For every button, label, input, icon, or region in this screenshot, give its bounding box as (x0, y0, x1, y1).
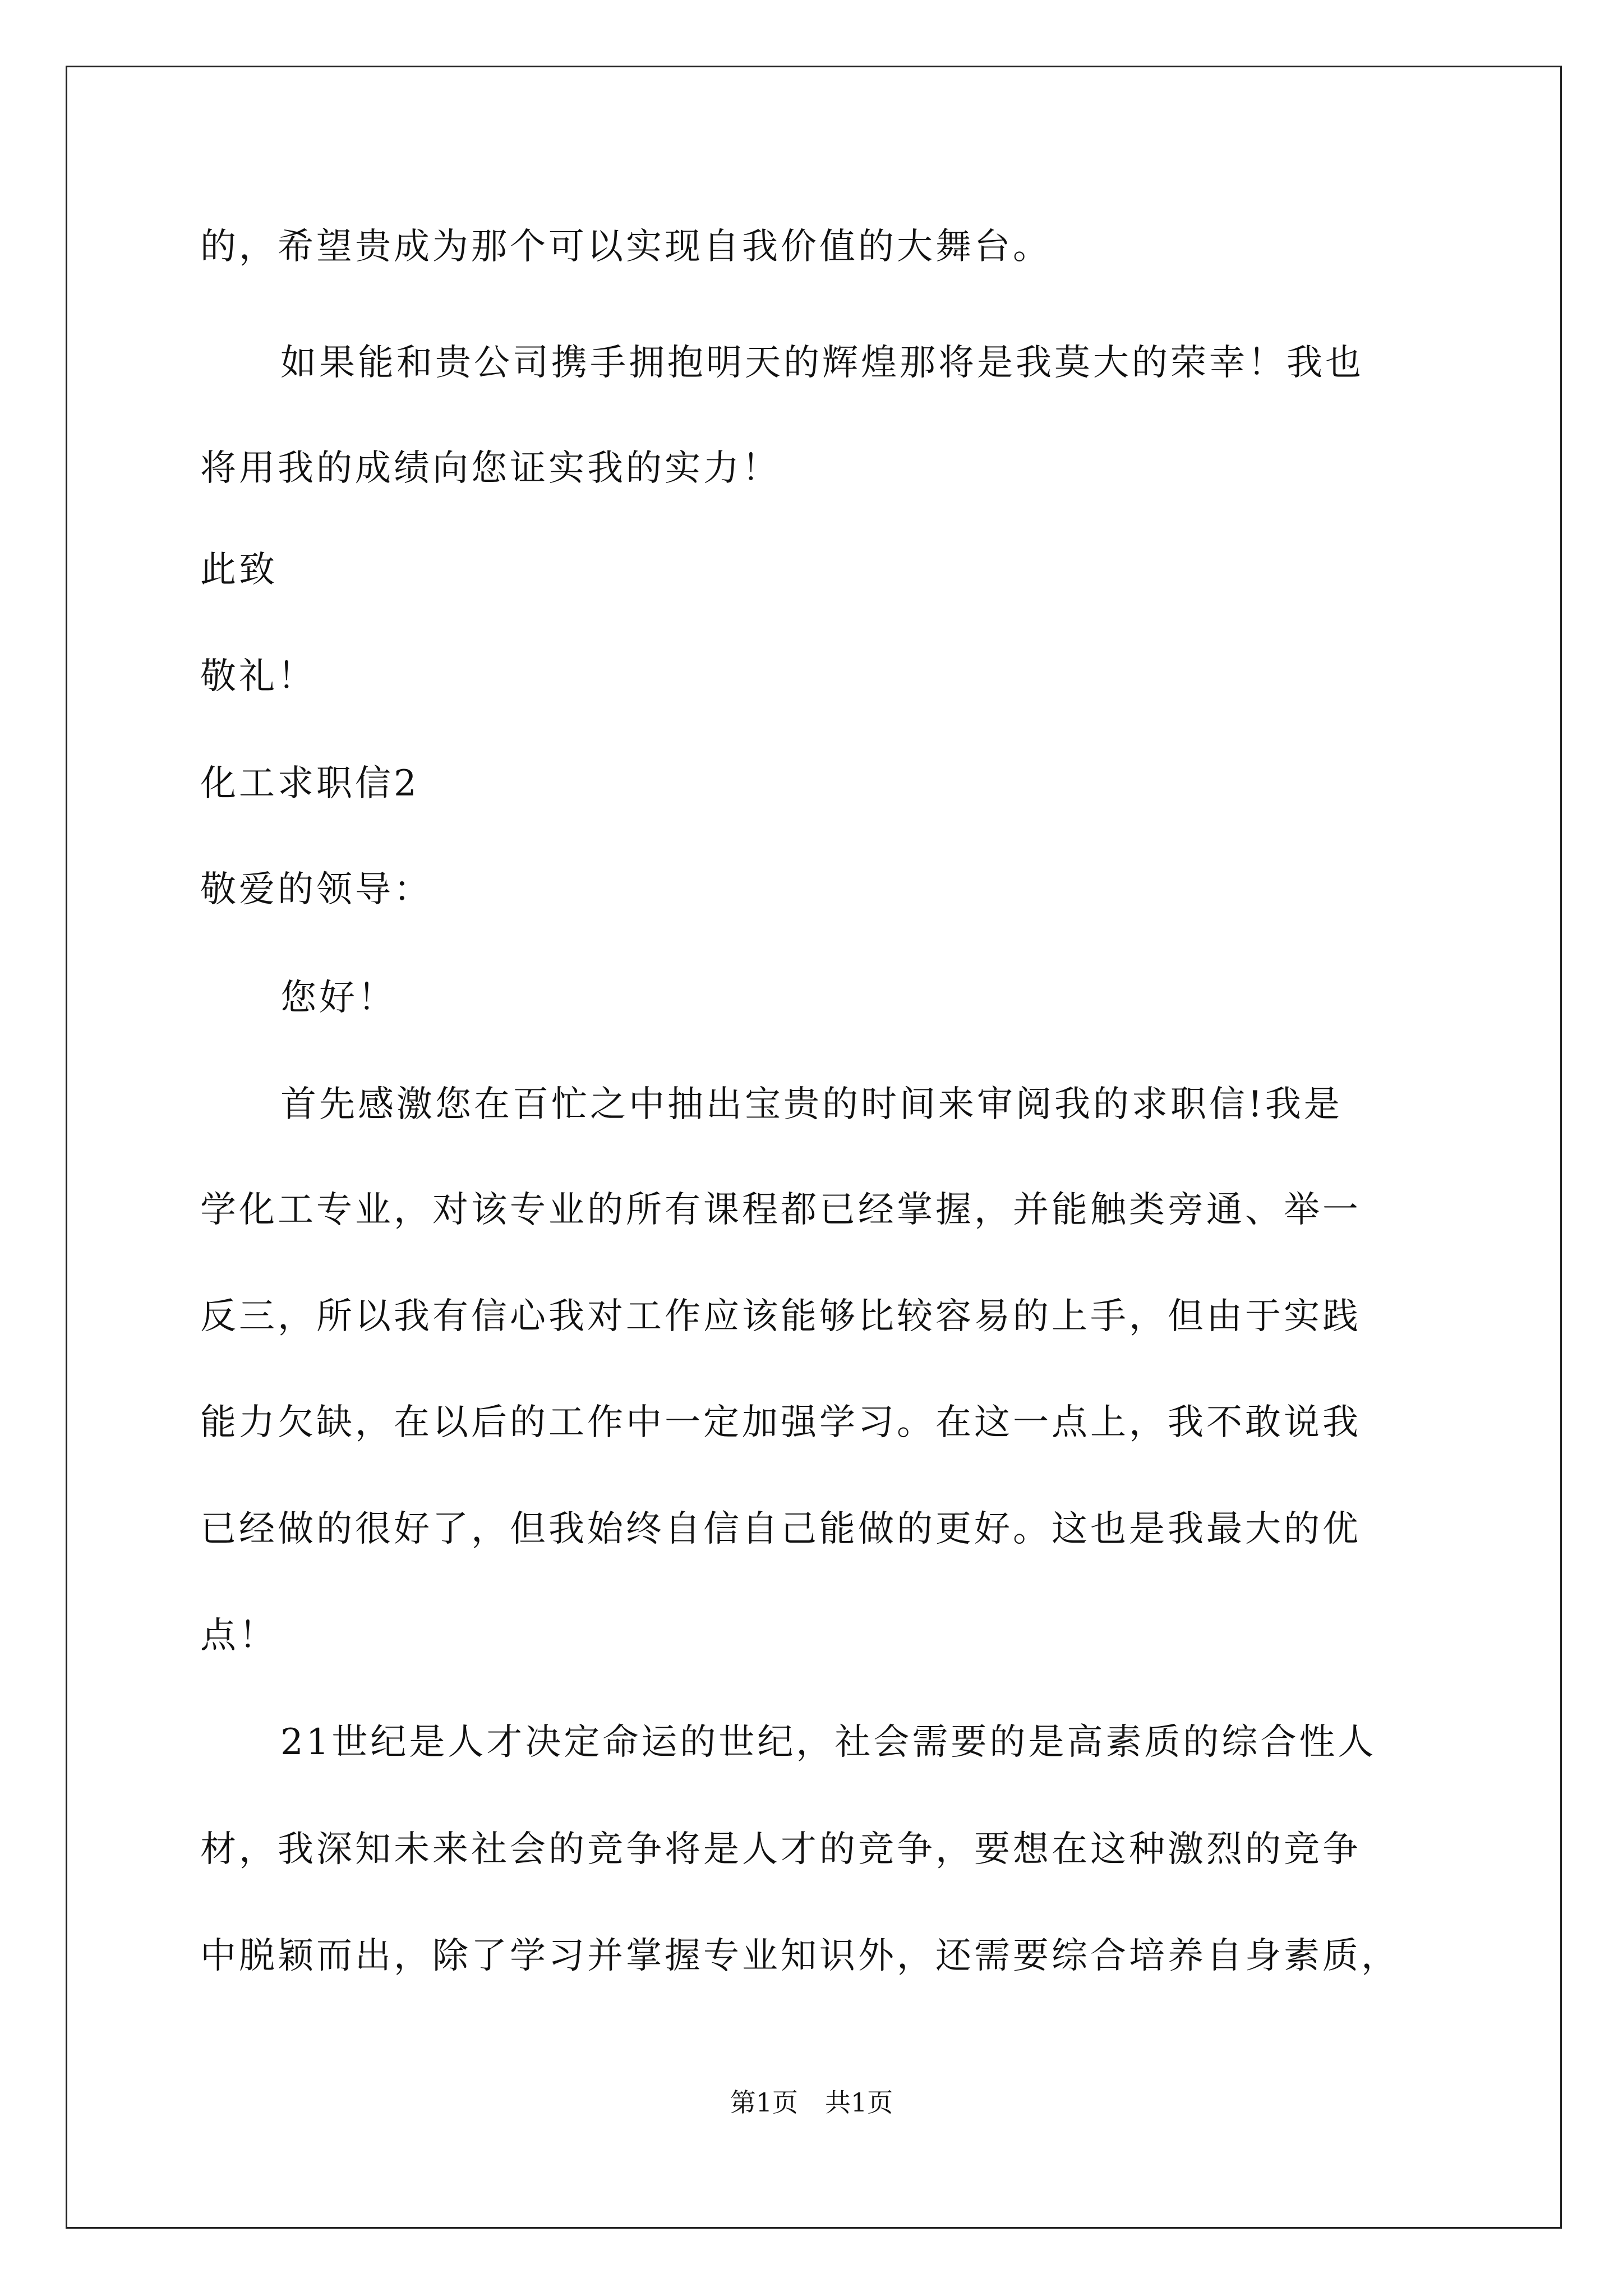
text-line-7: 敬爱的领导： (200, 869, 432, 910)
text-line-6: 化工求职信2 (200, 763, 419, 804)
page-number: 第1页 (730, 2087, 798, 2118)
page-border (66, 66, 1562, 2229)
text-line-4: 此致 (200, 549, 278, 591)
page-footer (0, 2087, 1623, 2118)
text-line-11: 反三，所以我有信心我对工作应该能够比较容易的上手，但由于实践 (200, 1296, 1361, 1337)
text-line-3: 将用我的成绩向您证实我的实力！ (200, 448, 781, 489)
text-line-10: 学化工专业，对该专业的所有课程都已经掌握，并能触类旁通、举一 (200, 1189, 1361, 1231)
text-line-14: 点！ (200, 1615, 278, 1657)
text-line-2: 如果能和贵公司携手拥抱明天的辉煌那将是我莫大的荣幸！我也 (280, 342, 1364, 384)
text-line-17: 中脱颖而出，除了学习并掌握专业知识外，还需要综合培养自身素质， (200, 1935, 1400, 1977)
page-total: 共1页 (825, 2087, 893, 2118)
text-line-1: 的，希望贵成为那个可以实现自我价值的大舞台。 (200, 226, 1052, 268)
text-line-13: 已经做的很好了，但我始终自信自己能做的更好。这也是我最大的优 (200, 1508, 1361, 1550)
text-line-15: 21世纪是人才决定命运的世纪，社会需要的是高素质的综合性人 (280, 1722, 1377, 1763)
text-line-8: 您好！ (280, 977, 396, 1019)
text-line-16: 材，我深知未来社会的竞争将是人才的竞争，要想在这种激烈的竞争 (200, 1829, 1361, 1870)
text-line-9: 首先感激您在百忙之中抽出宝贵的时间来审阅我的求职信!我是 (280, 1084, 1343, 1125)
text-line-12: 能力欠缺，在以后的工作中一定加强学习。在这一点上，我不敢说我 (200, 1402, 1361, 1443)
text-line-5: 敬礼！ (200, 656, 316, 697)
